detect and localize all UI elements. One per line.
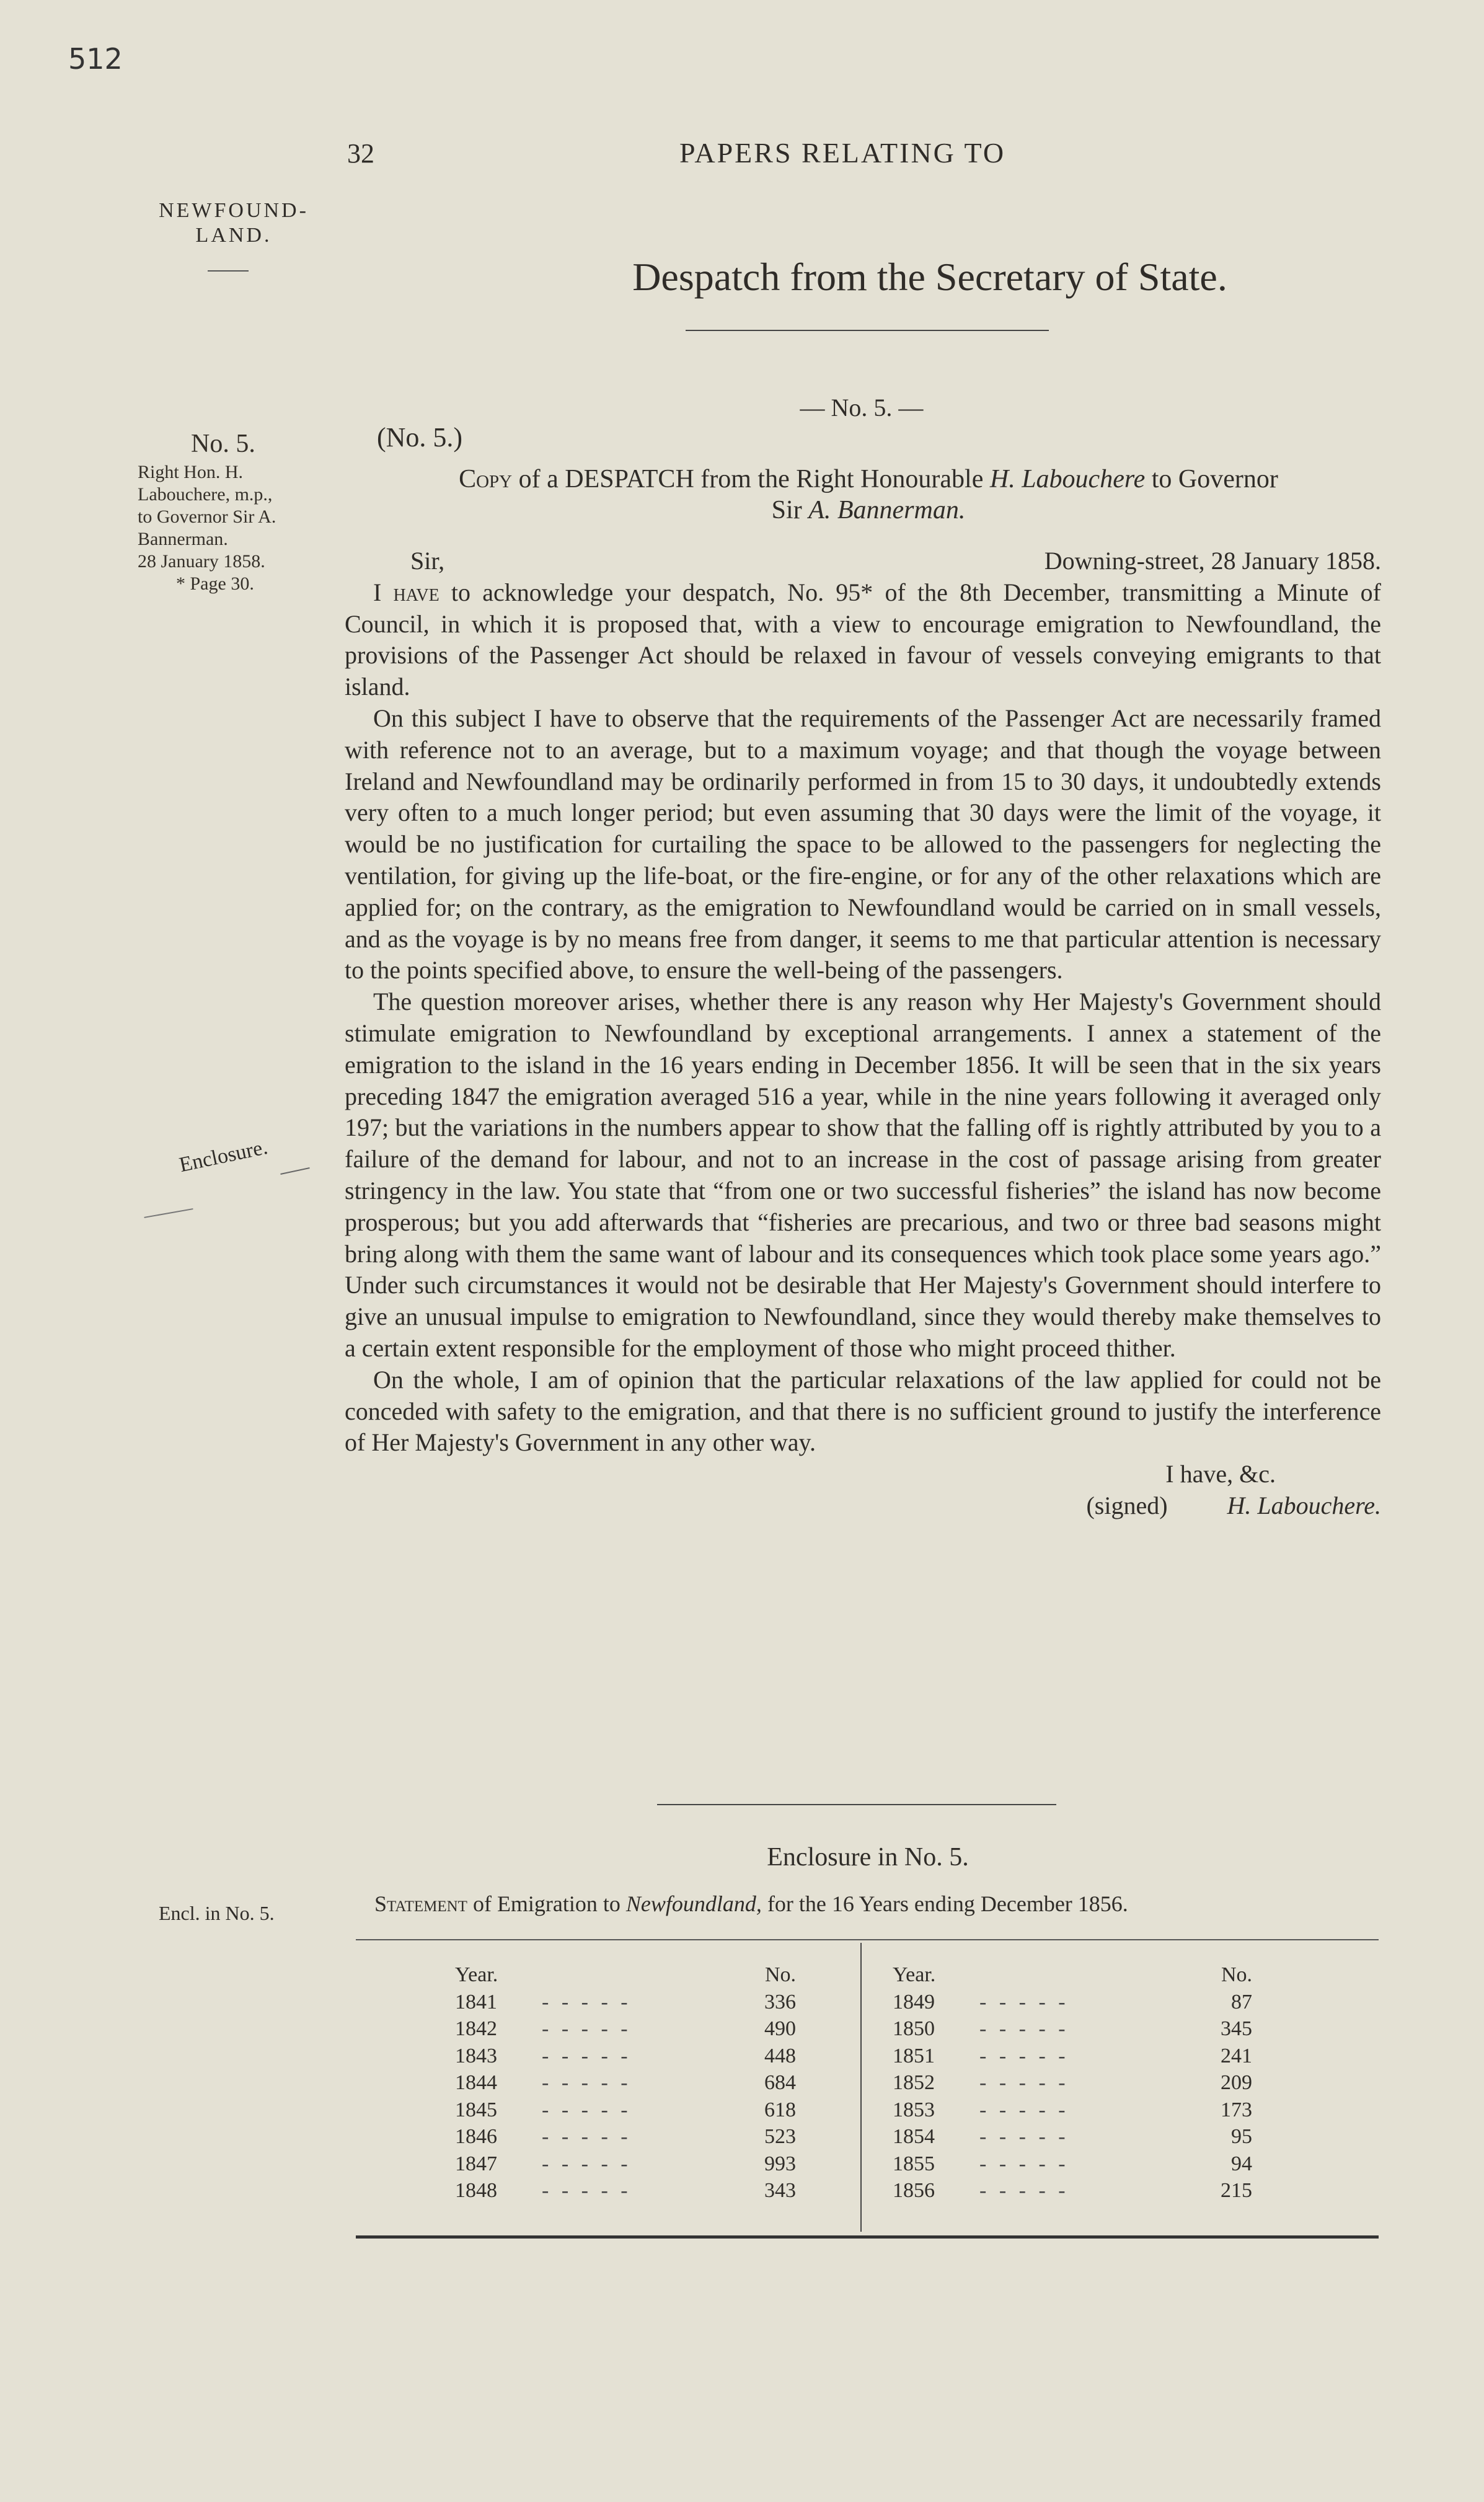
leader-dashes: - - - - -: [979, 2179, 1069, 2202]
year-cell: 1856: [893, 2179, 935, 2202]
table-top-rule: [356, 1939, 1379, 1940]
year-cell: 1850: [893, 2017, 935, 2040]
colony-heading: [144, 198, 324, 248]
closing-block: [345, 1459, 1381, 1522]
colony-line-2: LAND.: [195, 224, 272, 247]
salutation-line: [345, 546, 1381, 577]
emigration-table-right: [893, 1961, 1252, 2204]
colony-line-1: NEWFOUND-: [159, 199, 309, 222]
page-title: Despatch from the Secretary of State.: [632, 255, 1227, 299]
year-cell: 1852: [893, 2071, 935, 2094]
col-year-header: Year.: [455, 1963, 498, 1986]
section-rule: [657, 1804, 1056, 1805]
year-cell: 1843: [455, 2044, 497, 2067]
col-year-header: Year.: [893, 1963, 936, 1986]
paragraph-2: On this subject I have to observe that the requirements of the Passenger Act are necessarily framed with reference not to an average, but to a maximum voyage; and that though the voyage between Ireland and Newfoundland may be ordinarily performed in from 15 to 30 days, it undoubtedly extends very often to a much longer period; but even assuming that 30 days were the limit of the voyage, it would be no justification for curtailing the space to be allowed to the passengers for neglecting the ventilation, for giving up the life-boat, or the fire-engine, or for any of the other relaxations which are applied for; on the contrary, as the emigration to Newfoundland would be carried on in small vessels, and as the voyage is by no means free from danger, it seems to me that particular attention is necessary to the points specified above, to ensure the well-being of the passengers.: [345, 704, 1381, 984]
despatch-number: (No. 5.): [377, 422, 463, 453]
copy-sir: Sir: [771, 496, 802, 524]
enclosure-margin-note: Encl. in No. 5.: [159, 1902, 275, 1924]
year-cell: 1853: [893, 2098, 935, 2121]
table-row: [893, 2043, 1252, 2070]
place-date: Downing-street, 28 January 1858.: [1044, 547, 1381, 575]
leader-dashes: - - - - -: [542, 2044, 632, 2067]
margin-date: 28 January 1858.: [138, 551, 265, 572]
table-row: [893, 2151, 1252, 2178]
leader-dashes: - - - - -: [542, 2179, 632, 2202]
margin-no: No. 5.: [191, 430, 255, 458]
table-row: [455, 2177, 796, 2204]
enclosure-margin-mark: Enclosure.: [177, 1135, 270, 1177]
signed-label: (signed): [1086, 1491, 1168, 1519]
count-cell: 993: [764, 2152, 796, 2175]
statement-heading: [374, 1891, 1379, 1917]
enclosure-mark-dash: [280, 1167, 309, 1175]
count-cell: 95: [1231, 2125, 1252, 2148]
year-cell: 1842: [455, 2017, 497, 2040]
signature-line: [345, 1490, 1381, 1522]
copy-from: H. Labouchere: [989, 465, 1146, 493]
table-header: [893, 1961, 1252, 1989]
paragraph-lead: I have: [373, 578, 439, 606]
copy-word: Copy: [459, 465, 513, 493]
signature: H. Labouchere.: [1227, 1491, 1381, 1519]
table-row: [455, 2123, 796, 2151]
despatch-heading: [345, 464, 1392, 526]
table-row: [893, 2015, 1252, 2043]
count-cell: 343: [764, 2179, 796, 2202]
copy-recipient: A. Bannerman.: [808, 496, 966, 524]
margin-line: Right Hon. H.: [138, 462, 244, 482]
table-row: [455, 2015, 796, 2043]
emigration-table-left: [455, 1961, 796, 2204]
paragraph-3: The question moreover arises, whether there is any reason why Her Majesty's Government should stimulate emigration to Newfoundland by exceptional arrangements. I annex a statement of the emigration to the island in the 16 years ending in December 1856. It will be seen that in the six years preceding 1847 the emigration averaged 516 a year, while in the nine years following it averaged only 197; but the variations in the numbers appear to show that the falling off is rightly attributed by you to a failure of the demand for labour, and not to an increase in the cost of passage arising from greater stringency in the law. You state that “from one or two successful fisheries” the island has now become prosperous; but you add afterwards that “fisheries are precarious, and two or three bad seasons might bring along with them the same want of labour and its consequences which took place some years ago.” Under such circumstances it would not be desirable that Her Majesty's Government should interfere to give an unusual impulse to emigration to Newfoundland, since they would thereby make themselves to a certain extent responsible for the employment of those who might proceed thither.: [345, 988, 1381, 1362]
margin-page-ref: * Page 30.: [176, 573, 254, 594]
table-bottom-rule: [356, 2235, 1379, 2239]
margin-line: Bannerman.: [138, 529, 228, 549]
paragraph-text: to acknowledge your despatch, No. 95* of the 8th December, transmitting a Minute of Council, in which it is proposed that, with a view to encourage emigration to Newfoundland, the provisions of the Passenger Act should be relaxed in favour of vessels conveying emigrants to that island.: [345, 578, 1381, 701]
colony-rule: [208, 270, 249, 272]
year-cell: 1855: [893, 2152, 935, 2175]
year-cell: 1848: [455, 2179, 497, 2202]
table-row: [455, 2097, 796, 2124]
leader-dashes: - - - - -: [542, 2125, 632, 2148]
count-cell: 94: [1231, 2152, 1252, 2175]
table-row: [455, 1989, 796, 2016]
header-spacer: [542, 1961, 746, 1989]
folio-number: 512: [68, 42, 123, 76]
number-heading: — No. 5. —: [800, 394, 924, 422]
header-spacer: [979, 1961, 1203, 1989]
count-cell: 684: [764, 2071, 796, 2094]
table-row: [893, 2123, 1252, 2151]
count-cell: 209: [1221, 2071, 1252, 2094]
leader-dashes: - - - - -: [979, 2152, 1069, 2175]
paragraph-1: [345, 577, 1381, 703]
leader-dashes: - - - - -: [542, 2017, 632, 2040]
paragraph-4: On the whole, I am of opinion that the particular relaxations of the law applied for could not be conceded with safety to the emigration, and that there is no sufficient ground to justify the interference of Her Majesty's Government in any other way.: [345, 1365, 1381, 1457]
count-cell: 241: [1221, 2044, 1252, 2067]
year-cell: 1854: [893, 2125, 935, 2148]
year-cell: 1847: [455, 2152, 497, 2175]
statement-rest: for the 16 Years ending December 1856.: [767, 1891, 1128, 1916]
count-cell: 345: [1221, 2017, 1252, 2040]
count-cell: 523: [764, 2125, 796, 2148]
leader-dashes: - - - - -: [979, 2098, 1069, 2121]
table-row: [893, 2069, 1252, 2097]
year-cell: 1846: [455, 2125, 497, 2148]
count-cell: 618: [764, 2098, 796, 2121]
leader-dashes: - - - - -: [979, 1990, 1069, 2014]
year-cell: 1849: [893, 1990, 935, 2014]
enclosure-title: Enclosure in No. 5.: [767, 1843, 969, 1872]
table-column-divider: [860, 1943, 862, 2232]
count-cell: 336: [764, 1990, 796, 2014]
enclosure-mark-dash: [144, 1208, 193, 1218]
leader-dashes: - - - - -: [979, 2071, 1069, 2094]
table-row: [893, 1989, 1252, 2016]
running-title: PAPERS RELATING TO: [679, 137, 1006, 169]
leader-dashes: - - - - -: [979, 2017, 1069, 2040]
leader-dashes: - - - - -: [542, 2098, 632, 2121]
col-no-header: No.: [1221, 1963, 1252, 1986]
count-cell: 215: [1221, 2179, 1252, 2202]
count-cell: 490: [764, 2017, 796, 2040]
margin-line: to Governor Sir A.: [138, 506, 276, 527]
year-cell: 1841: [455, 1990, 497, 2014]
col-no-header: No.: [764, 1963, 796, 1986]
count-cell: 87: [1231, 1990, 1252, 2014]
leader-dashes: - - - - -: [979, 2125, 1069, 2148]
closing-line: I have, &c.: [1165, 1460, 1276, 1488]
leader-dashes: - - - - -: [542, 2152, 632, 2175]
count-cell: 448: [764, 2044, 796, 2067]
leader-dashes: - - - - -: [542, 1990, 632, 2014]
copy-to: to Governor: [1151, 465, 1278, 493]
statement-place: Newfoundland,: [625, 1891, 762, 1916]
salutation: Sir,: [410, 547, 445, 575]
leader-dashes: - - - - -: [979, 2044, 1069, 2067]
table-row: [893, 2177, 1252, 2204]
year-cell: 1844: [455, 2071, 497, 2094]
title-rule: [686, 330, 1049, 331]
table-row: [455, 2069, 796, 2097]
table-header: [455, 1961, 796, 1989]
count-cell: 173: [1221, 2098, 1252, 2121]
year-cell: 1845: [455, 2098, 497, 2121]
year-cell: 1851: [893, 2044, 935, 2067]
copy-text: of a DESPATCH from the Right Honourable: [518, 465, 984, 493]
statement-mid: of Emigration to: [472, 1891, 621, 1916]
page-number: 32: [347, 138, 374, 169]
margin-line: Labouchere, m.p.,: [138, 484, 273, 505]
table-row: [455, 2151, 796, 2178]
despatch-body: [345, 546, 1381, 1522]
table-row: [455, 2043, 796, 2070]
statement-word: Statement: [374, 1891, 467, 1916]
table-row: [893, 2097, 1252, 2124]
margin-notes: [138, 427, 342, 595]
leader-dashes: - - - - -: [542, 2071, 632, 2094]
